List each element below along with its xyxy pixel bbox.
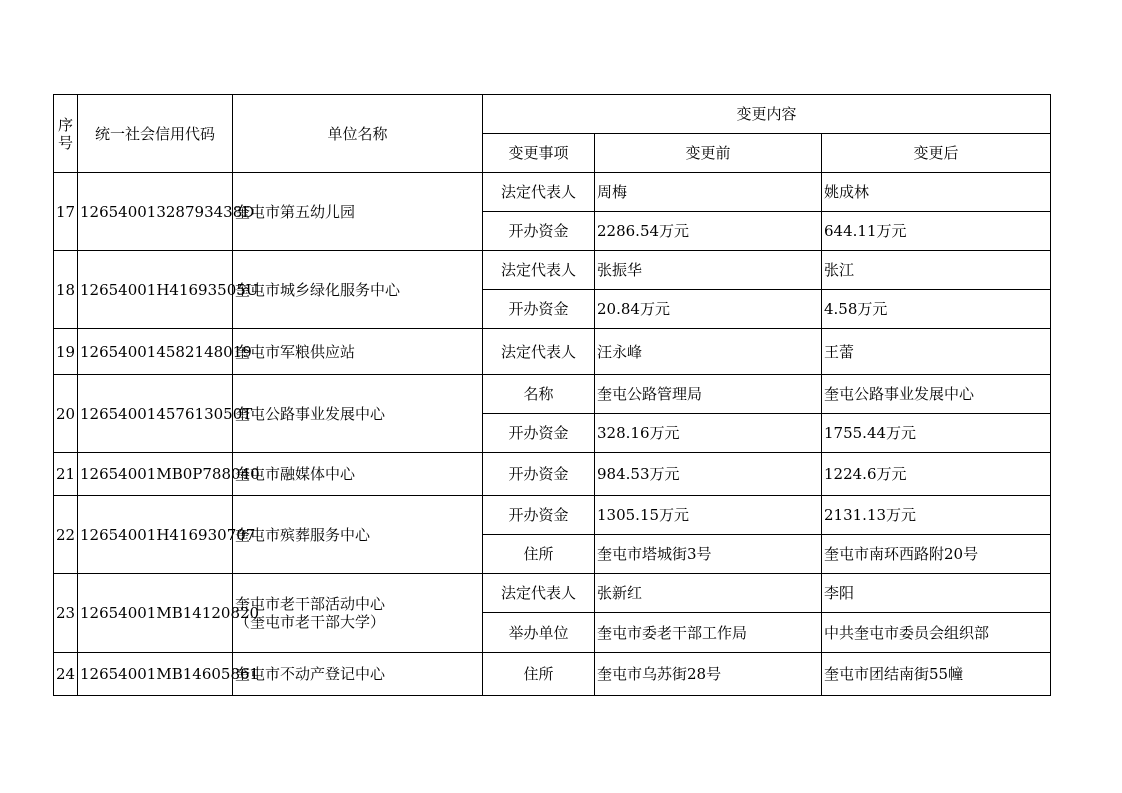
change-before: 周梅 [595, 173, 822, 212]
record-seq: 21 [54, 453, 78, 496]
table-row [54, 496, 1051, 535]
change-before: 张振华 [595, 251, 822, 290]
record-seq: 24 [54, 653, 78, 696]
change-item: 名称 [483, 375, 595, 414]
unit-name-text: 奎屯市融媒体中心 [235, 465, 356, 483]
registration-change-table [53, 94, 1051, 696]
record-seq: 17 [54, 173, 78, 251]
table-row [54, 173, 1051, 212]
unit-name-text: 奎屯市城乡绿化服务中心 [235, 280, 401, 299]
record-credit-code: 12654001457613050T [78, 375, 233, 453]
record-unit-name [233, 574, 483, 653]
record-credit-code: 12654001MB14605861 [78, 653, 233, 696]
change-item: 法定代表人 [483, 251, 595, 290]
header-item: 变更事项 [483, 134, 595, 173]
record-unit-name [233, 251, 483, 329]
change-before: 奎屯市乌苏街28号 [595, 653, 822, 696]
change-after: 奎屯市南环西路附20号 [822, 535, 1051, 574]
change-after: 奎屯公路事业发展中心 [822, 375, 1051, 414]
unit-name-text: 奎屯公路事业发展中心 [235, 404, 386, 423]
record-unit-name [233, 496, 483, 574]
header-after: 变更后 [822, 134, 1051, 173]
change-after: 4.58万元 [822, 290, 1051, 329]
unit-name-text: 奎屯市殡葬服务中心 [235, 525, 371, 544]
change-after: 王蕾 [822, 329, 1051, 375]
change-item: 开办资金 [483, 414, 595, 453]
record-seq: 18 [54, 251, 78, 329]
record-seq: 23 [54, 574, 78, 653]
change-item: 开办资金 [483, 496, 595, 535]
header-before: 变更前 [595, 134, 822, 173]
change-after: 2131.13万元 [822, 496, 1051, 535]
record-credit-code: 126540014582148019 [78, 329, 233, 375]
change-before: 1305.15万元 [595, 496, 822, 535]
change-after: 1224.6万元 [822, 453, 1051, 496]
unit-name-text: 奎屯市第五幼儿园 [235, 202, 356, 221]
change-item: 法定代表人 [483, 329, 595, 375]
change-before: 984.53万元 [595, 453, 822, 496]
change-item: 开办资金 [483, 453, 595, 496]
table-row [54, 574, 1051, 613]
table-row [54, 375, 1051, 414]
change-before: 2286.54万元 [595, 212, 822, 251]
record-unit-name [233, 329, 483, 375]
record-seq: 20 [54, 375, 78, 453]
change-after: 1755.44万元 [822, 414, 1051, 453]
table-row [54, 251, 1051, 290]
change-before: 张新红 [595, 574, 822, 613]
unit-name-text: 奎屯市军粮供应站 [235, 342, 356, 361]
unit-name-text: 奎屯市不动产登记中心 [235, 665, 386, 683]
header-unit: 单位名称 [233, 95, 483, 173]
change-before: 奎屯市委老干部工作局 [595, 613, 822, 653]
record-credit-code: 12654001MB14120820 [78, 574, 233, 653]
change-before: 328.16万元 [595, 414, 822, 453]
change-item: 住所 [483, 535, 595, 574]
change-item: 住所 [483, 653, 595, 696]
record-unit-name [233, 173, 483, 251]
header-code: 统一社会信用代码 [78, 95, 233, 173]
change-after: 奎屯市团结南街55幢 [822, 653, 1051, 696]
table-row [54, 453, 1051, 496]
change-after: 李阳 [822, 574, 1051, 613]
change-after: 姚成林 [822, 173, 1051, 212]
change-item: 举办单位 [483, 613, 595, 653]
header-change-content: 变更内容 [483, 95, 1051, 134]
record-seq: 19 [54, 329, 78, 375]
change-item: 开办资金 [483, 290, 595, 329]
change-before: 奎屯市塔城街3号 [595, 535, 822, 574]
record-credit-code: 12654001H416930707 [78, 496, 233, 574]
table-row [54, 653, 1051, 696]
change-item: 法定代表人 [483, 574, 595, 613]
header-row-top [54, 95, 1051, 134]
record-credit-code: 12654001H41693505U [78, 251, 233, 329]
change-item: 法定代表人 [483, 173, 595, 212]
unit-name-text: 奎屯市老干部活动中心 [235, 595, 386, 613]
change-after: 张江 [822, 251, 1051, 290]
record-seq: 22 [54, 496, 78, 574]
record-credit-code: 12654001MB0P788040 [78, 453, 233, 496]
change-after: 中共奎屯市委员会组织部 [822, 613, 1051, 653]
change-after: 644.11万元 [822, 212, 1051, 251]
header-seq: 序号 [54, 95, 78, 173]
unit-name-subtitle: （奎屯市老干部大学） [235, 613, 386, 631]
change-before: 20.84万元 [595, 290, 822, 329]
change-item: 开办资金 [483, 212, 595, 251]
change-before: 奎屯公路管理局 [595, 375, 822, 414]
record-unit-name [233, 453, 483, 496]
record-unit-name [233, 375, 483, 453]
record-credit-code: 12654001328793438D [78, 173, 233, 251]
change-before: 汪永峰 [595, 329, 822, 375]
table-row [54, 329, 1051, 375]
record-unit-name [233, 653, 483, 696]
